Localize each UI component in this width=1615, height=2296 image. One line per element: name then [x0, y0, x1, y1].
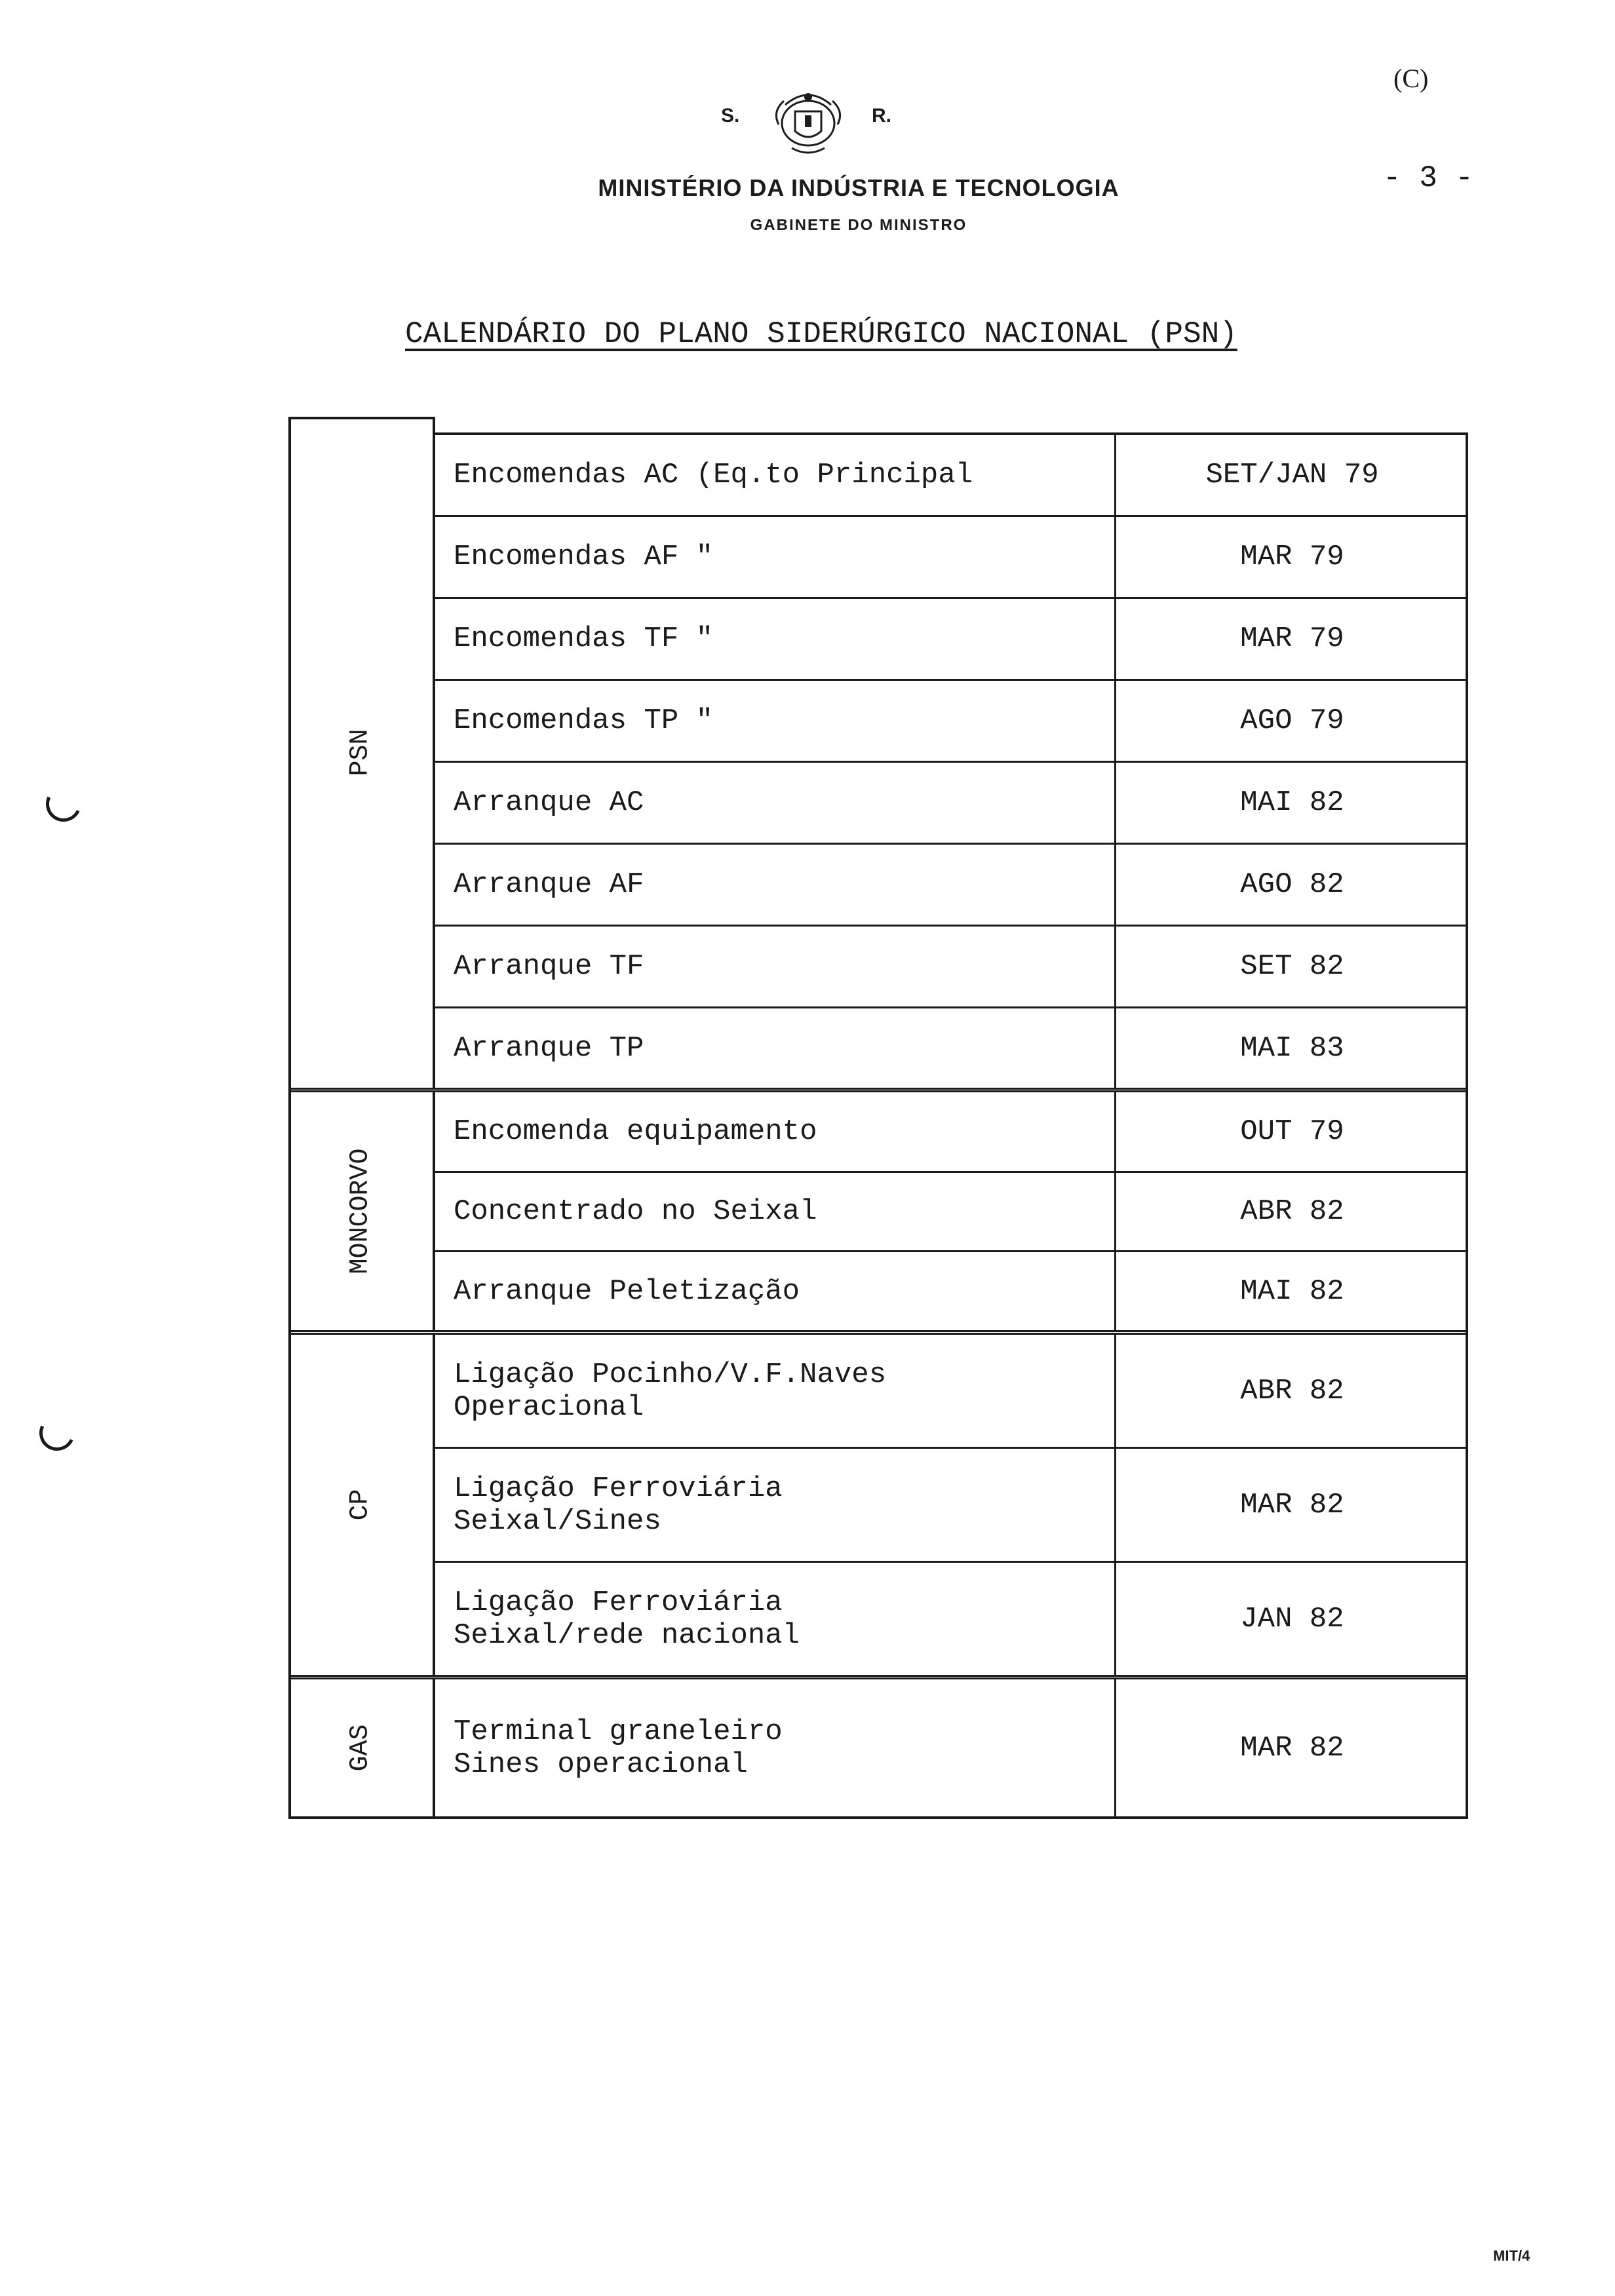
table-row: [435, 1449, 1468, 1561]
table-row: [435, 599, 1468, 679]
date-cell: MAR 82: [1114, 1679, 1468, 1816]
letterhead-right-initial: R.: [872, 105, 891, 126]
date-cell: AGO 82: [1114, 845, 1468, 925]
task-cell: Arranque AF: [454, 868, 644, 901]
table-row: [435, 681, 1468, 761]
corner-mark: (C): [1393, 64, 1429, 93]
task-cell: Encomendas AC (Eq.to Principal: [454, 459, 973, 491]
date-cell: MAR 79: [1114, 599, 1468, 679]
table-row: [435, 845, 1468, 925]
group-separator: [288, 1088, 1468, 1092]
task-cell: Arranque AC: [454, 786, 644, 819]
page-number: - 3 -: [1383, 161, 1474, 195]
task-cell: Arranque TP: [454, 1031, 644, 1065]
date-cell: MAR 79: [1114, 517, 1468, 597]
ministry-name: MINISTÉRIO DA INDÚSTRIA E TECNOLOGIA: [598, 174, 1119, 201]
date-cell: ABR 82: [1114, 1173, 1468, 1250]
punch-hole-mark: [34, 1410, 79, 1455]
date-cell: SET 82: [1114, 927, 1468, 1006]
table-row: [435, 1092, 1468, 1171]
table-row: [435, 1563, 1468, 1675]
date-cell: AGO 79: [1114, 681, 1468, 761]
letterhead-left-initial: S.: [721, 105, 740, 126]
table-row: [435, 1335, 1468, 1447]
table-row: [435, 1173, 1468, 1250]
task-cell: Encomendas AF ": [454, 541, 714, 573]
group-separator: [288, 1675, 1468, 1679]
group-separator: [288, 1330, 1468, 1335]
task-cell: Arranque Peletização: [454, 1274, 800, 1308]
schedule-table: [288, 417, 1468, 1819]
document-title: CALENDÁRIO DO PLANO SIDERÚRGICO NACIONAL (PSN): [405, 317, 1237, 351]
group-cp: [288, 1335, 435, 1675]
coat-of-arms-icon: [766, 85, 851, 157]
table-row: [435, 517, 1468, 597]
group-psn: [288, 417, 435, 1088]
task-cell: Concentrado no Seixal: [454, 1195, 817, 1228]
table-row: [435, 763, 1468, 843]
group-gas: [288, 1679, 435, 1816]
footer-code: MIT/4: [1493, 2248, 1530, 2264]
table-row: [435, 927, 1468, 1006]
task-cell: Terminal graneleiro Sines operacional: [454, 1715, 783, 1781]
group-label-gas: GAS: [345, 1724, 376, 1772]
task-cell: Encomendas TP ": [454, 704, 714, 737]
table-border: [288, 1816, 1468, 1819]
task-cell: Ligação Ferroviária Seixal/rede nacional: [454, 1586, 800, 1652]
group-label-moncorvo: MONCORVO: [345, 1148, 376, 1274]
table-row: [435, 1008, 1468, 1088]
date-cell: JAN 82: [1114, 1563, 1468, 1675]
date-cell: ABR 82: [1114, 1335, 1468, 1447]
task-cell: Arranque TF: [454, 950, 644, 983]
date-cell: MAR 82: [1114, 1449, 1468, 1561]
task-cell: Ligação Ferroviária Seixal/Sines: [454, 1472, 783, 1538]
date-cell: MAI 82: [1114, 763, 1468, 843]
punch-hole-mark: [41, 781, 86, 826]
date-cell: MAI 82: [1114, 1252, 1468, 1330]
date-cell: MAI 83: [1114, 1008, 1468, 1088]
task-cell: Ligação Pocinho/V.F.Naves Operacional: [454, 1358, 887, 1424]
date-cell: OUT 79: [1114, 1092, 1468, 1171]
task-cell: Encomenda equipamento: [454, 1115, 817, 1148]
group-label-cp: CP: [345, 1489, 376, 1521]
task-cell: Encomendas TF ": [454, 622, 714, 655]
group-label-psn: PSN: [345, 728, 376, 776]
table-row: [435, 1679, 1468, 1816]
table-row: [435, 1252, 1468, 1330]
group-moncorvo: [288, 1092, 435, 1330]
date-cell: SET/JAN 79: [1114, 435, 1468, 515]
table-row: [435, 435, 1468, 515]
cabinet-name: GABINETE DO MINISTRO: [750, 216, 967, 234]
